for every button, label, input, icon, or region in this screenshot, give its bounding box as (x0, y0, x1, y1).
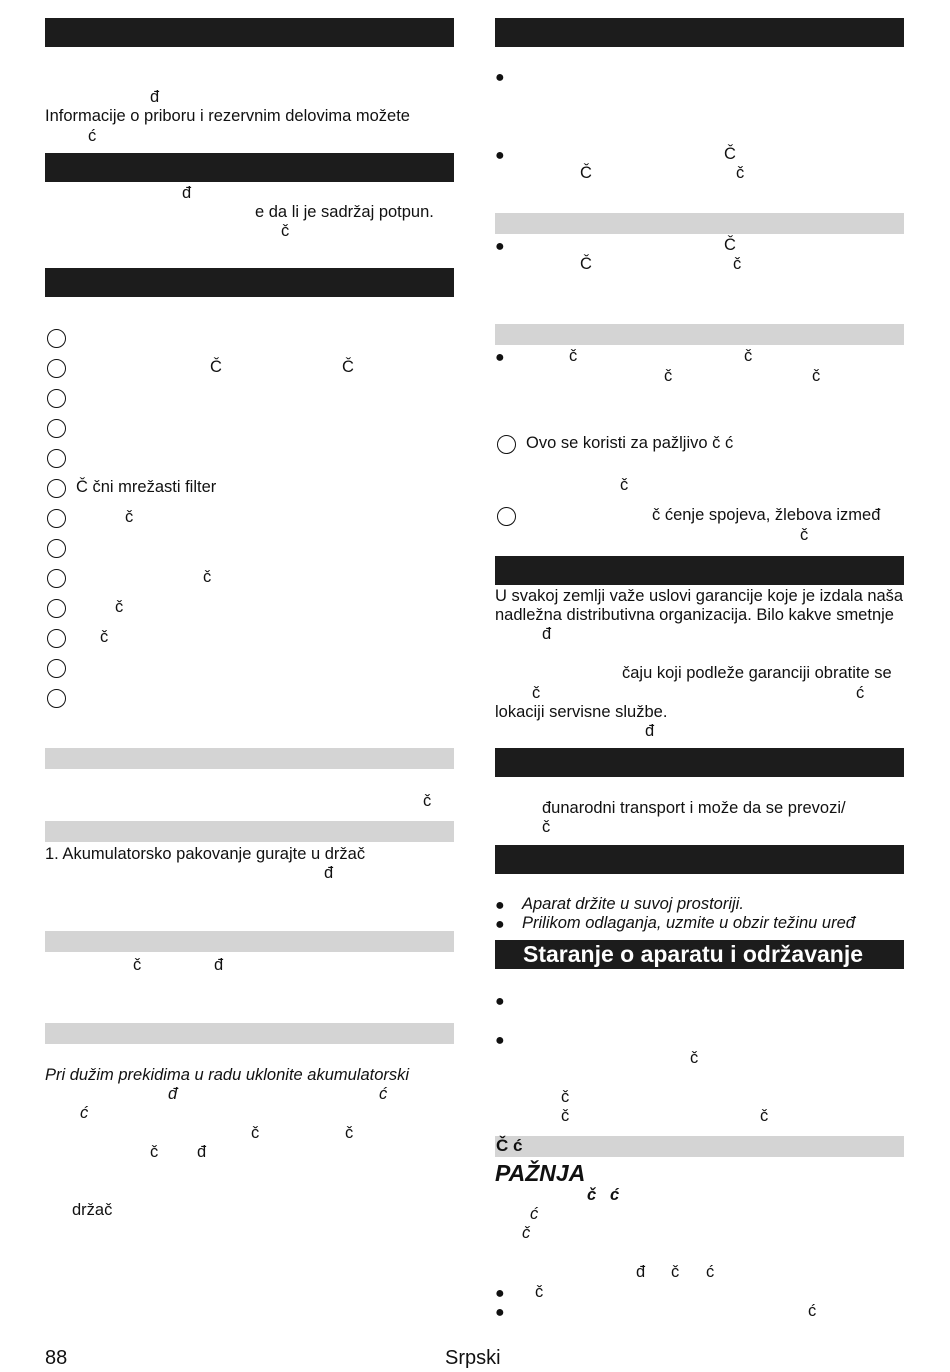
bullet: ● (495, 916, 505, 933)
text-fragment: č (100, 628, 109, 646)
text-fragment: č (733, 255, 742, 273)
warranty-text: nadležna distributivna organizacija. Bilo kakve smetnje (495, 606, 894, 624)
text-fragment: č (281, 222, 290, 240)
text-fragment: č (125, 508, 134, 526)
part-number-circle (47, 509, 66, 528)
text-fragment: č (587, 1186, 597, 1204)
subsection-header-bar (45, 1023, 454, 1044)
bullet: ● (495, 1032, 505, 1049)
text-fragment: ć (88, 127, 97, 145)
text-fragment: č (620, 476, 629, 494)
text-fragment: č (532, 684, 541, 702)
subsection-header-bar (45, 748, 454, 769)
text-fragment: ć (610, 1186, 620, 1204)
warranty-text: U svakoj zemlji važe uslovi garancije koje je izdala naša (495, 587, 904, 605)
part-number-circle (47, 689, 66, 708)
accessories-text: Informacije o priboru i rezervnim delovima možete (45, 107, 410, 125)
footer-language: Srpski (445, 1347, 501, 1369)
subsection-header-bar (495, 213, 904, 234)
part-number-circle (497, 435, 516, 454)
text-fragment: č (561, 1088, 570, 1106)
text-fragment: đ (182, 184, 192, 202)
text-fragment: č (569, 347, 578, 365)
section-header-bar (495, 556, 904, 585)
holder-text: držač (72, 1201, 113, 1219)
page-number: 88 (45, 1347, 68, 1369)
text-fragment: Č (724, 145, 736, 163)
text-fragment: č (535, 1283, 544, 1301)
bullet: ● (495, 1304, 505, 1321)
warranty-text: čaju koji podleže garanciji obratite se (622, 664, 892, 682)
part-number-circle (47, 329, 66, 348)
part-number-circle (47, 359, 66, 378)
part-number-circle (47, 569, 66, 588)
cleaning-subheading: Č ć (496, 1136, 523, 1155)
text-fragment: č (800, 526, 809, 544)
bullet: ● (495, 238, 505, 255)
part-number-circle (497, 507, 516, 526)
text-fragment: đ (645, 722, 655, 740)
section-header-bar (495, 18, 904, 47)
part-number-circle (47, 419, 66, 438)
part-number-circle (47, 389, 66, 408)
part-label-filter: Č čni mrežasti filter (76, 478, 217, 496)
text-fragment: č (671, 1263, 680, 1281)
text-fragment: č (115, 598, 124, 616)
part-number-circle (47, 539, 66, 558)
part-number-circle (47, 479, 66, 498)
text-fragment: Č (724, 236, 736, 254)
text-fragment: đ (168, 1085, 178, 1103)
text-fragment: đ (636, 1263, 646, 1281)
tool-description: č ćenje spojeva, žlebova izmeđ (652, 506, 881, 524)
storage-item: Prilikom odlaganja, uzmite u obzir težinu uređ (522, 914, 855, 932)
text-fragment: đ (324, 864, 334, 882)
battery-insert-step: 1. Akumulatorsko pakovanje gurajte u držač (45, 845, 366, 863)
text-fragment: č (744, 347, 753, 365)
text-fragment: č (736, 164, 745, 182)
text-fragment: Č (580, 255, 592, 273)
section-header-bar (45, 153, 454, 182)
bullet: ● (495, 349, 505, 366)
battery-removal-note: Pri dužim prekidima u radu uklonite akumulatorski (45, 1066, 410, 1084)
subsection-header-bar (495, 324, 904, 345)
tool-description: Ovo se koristi za pažljivo č ć (526, 434, 734, 452)
text-fragment: ć (530, 1205, 539, 1223)
text-fragment: č (664, 367, 673, 385)
bullet: ● (495, 993, 505, 1010)
bullet: ● (495, 147, 505, 164)
part-number-circle (47, 629, 66, 648)
text-fragment: č (345, 1124, 354, 1142)
text-fragment: č (133, 956, 142, 974)
text-fragment: Č (342, 358, 354, 376)
text-fragment: č (522, 1224, 531, 1242)
text-fragment: č (150, 1143, 159, 1161)
warning-heading: PAŽNJA (495, 1160, 586, 1186)
text-fragment: ć (856, 684, 865, 702)
section-header-bar (495, 748, 904, 777)
text-fragment: č (690, 1049, 699, 1067)
contents-text: e da li je sadržaj potpun. (255, 203, 434, 221)
text-fragment: ć (706, 1263, 715, 1281)
subsection-header-bar (45, 931, 454, 952)
bullet: ● (495, 897, 505, 914)
text-fragment: č (251, 1124, 260, 1142)
warranty-text: lokaciji servisne službe. (495, 703, 668, 721)
subsection-header-bar (45, 821, 454, 842)
text-fragment: č (203, 568, 212, 586)
text-fragment: ć (379, 1085, 388, 1103)
part-number-circle (47, 449, 66, 468)
text-fragment: č (561, 1107, 570, 1125)
text-fragment: đ (542, 625, 552, 643)
text-fragment: č (542, 818, 551, 836)
bullet: ● (495, 1285, 505, 1302)
bullet: ● (495, 69, 505, 86)
part-number-circle (47, 599, 66, 618)
subsection-header-bar (495, 1136, 904, 1157)
text-fragment: Č (580, 164, 592, 182)
text-fragment: đ (150, 88, 160, 106)
storage-item: Aparat držite u suvoj prostoriji. (522, 895, 744, 913)
transport-text: đunarodni transport i može da se prevozi/ (542, 799, 846, 817)
section-header-bar (45, 18, 454, 47)
section-header-bar (495, 845, 904, 874)
part-number-circle (47, 659, 66, 678)
text-fragment: đ (214, 956, 224, 974)
text-fragment: đ (197, 1143, 207, 1161)
section-header-bar (45, 268, 454, 297)
text-fragment: ć (808, 1302, 817, 1320)
text-fragment: ć (80, 1104, 89, 1122)
text-fragment: č (760, 1107, 769, 1125)
text-fragment: č (423, 792, 432, 810)
care-section-title: Staranje o aparatu i održavanje (523, 941, 864, 967)
text-fragment: Č (210, 358, 222, 376)
text-fragment: č (812, 367, 821, 385)
